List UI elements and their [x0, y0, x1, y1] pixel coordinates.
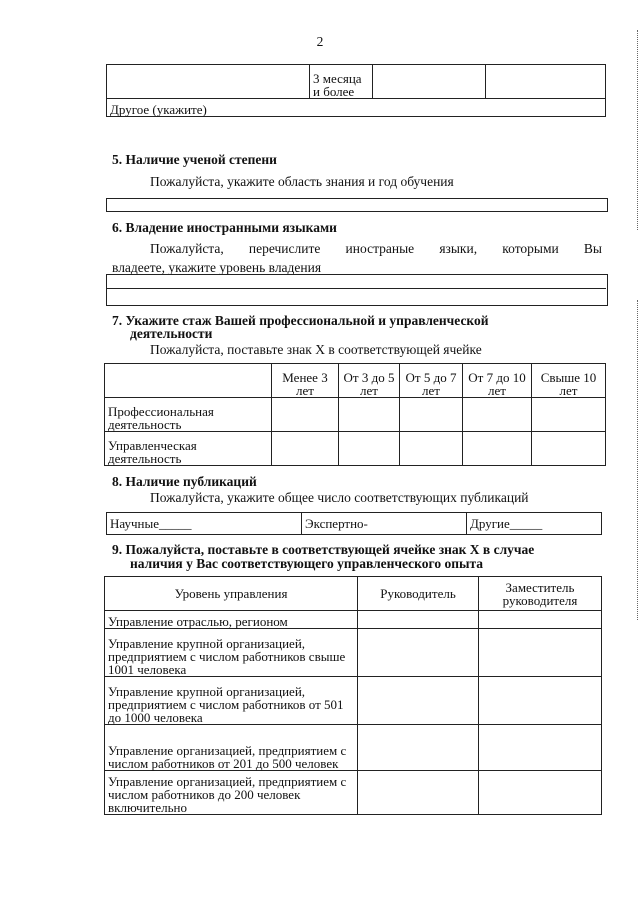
- answer-cell[interactable]: [339, 432, 400, 466]
- section-6-answer-field[interactable]: [106, 274, 608, 306]
- col-over-10: Свыше 10 лет: [532, 364, 606, 398]
- answer-cell[interactable]: [479, 629, 602, 677]
- answer-cell[interactable]: [479, 611, 602, 629]
- level-large-501-1000: Управление крупной организацией, предприятием с числом работников от 501 до 1000 человека: [105, 677, 358, 725]
- level-201-500: Управление организацией, предприятием с числом работников от 201 до 500 человек: [105, 725, 358, 771]
- answer-cell[interactable]: [272, 432, 339, 466]
- col-3-5: От 3 до 5 лет: [339, 364, 400, 398]
- answer-cell[interactable]: [358, 771, 479, 815]
- row-managerial: Управленческая деятельность: [105, 432, 272, 466]
- answer-cell[interactable]: [463, 398, 532, 432]
- answer-cell[interactable]: [358, 677, 479, 725]
- answer-cell[interactable]: [532, 432, 606, 466]
- section-7-prompt: Пожалуйста, поставьте знак X в соответствующей ячейке: [150, 342, 482, 357]
- level-industry-region: Управление отраслью, регионом: [105, 611, 358, 629]
- answer-cell[interactable]: [479, 725, 602, 771]
- section-9-title-line1: 9. Пожалуйста, поставьте в соответствующей ячейке знак X в случае: [112, 542, 535, 557]
- answer-cell[interactable]: [358, 611, 479, 629]
- answer-cell[interactable]: [339, 398, 400, 432]
- section-6-title: 6. Владение иностранными языками: [112, 220, 337, 235]
- answer-line: [106, 288, 606, 289]
- row-professional: Профессиональная деятельность: [105, 398, 272, 432]
- section-7-title-line2: деятельности: [130, 326, 213, 341]
- section-9-title-line2: наличия у Вас соответствующего управленческого опыта: [130, 556, 484, 571]
- answer-cell[interactable]: [358, 725, 479, 771]
- expert-publications[interactable]: Экспертно-: [302, 513, 467, 535]
- section-8-title: 8. Наличие публикаций: [112, 474, 257, 489]
- management-experience-table: [104, 576, 602, 815]
- cell-3-months: 3 месяца и более: [310, 65, 373, 99]
- section-5-title: 5. Наличие ученой степени: [112, 152, 277, 167]
- answer-cell[interactable]: [400, 432, 463, 466]
- section-7-title-line1: 7. Укажите стаж Вашей профессиональной и управленческой: [112, 313, 489, 328]
- answer-cell[interactable]: [463, 432, 532, 466]
- section-8-prompt: Пожалуйста, укажите общее число соответствующих публикаций: [150, 490, 529, 505]
- answer-cell[interactable]: [532, 398, 606, 432]
- answer-cell[interactable]: [479, 771, 602, 815]
- answer-cell[interactable]: [358, 629, 479, 677]
- scan-edge: [637, 30, 638, 230]
- level-large-over-1001: Управление крупной организацией, предприятием с числом работников свыше 1001 человека: [105, 629, 358, 677]
- answer-cell[interactable]: [400, 398, 463, 432]
- col-head: Руководитель: [358, 577, 479, 611]
- level-up-to-200: Управление организацией, предприятием с числом работников до 200 человек включительно: [105, 771, 358, 815]
- other-specify: Другое (укажите): [107, 99, 606, 117]
- col-level: Уровень управления: [105, 577, 358, 611]
- answer-cell[interactable]: [479, 677, 602, 725]
- scan-edge: [637, 300, 638, 620]
- section-5-prompt: Пожалуйста, укажите область знания и год обучения: [150, 174, 454, 189]
- other-publications[interactable]: Другие_____: [467, 513, 602, 535]
- section-6-prompt-line2: владеете, укажите уровень владения: [112, 260, 322, 275]
- page-number: 2: [316, 34, 324, 49]
- col-7-10: От 7 до 10 лет: [463, 364, 532, 398]
- experience-table: [104, 363, 606, 466]
- section-5-answer-field[interactable]: [106, 198, 608, 212]
- col-5-7: От 5 до 7 лет: [400, 364, 463, 398]
- scientific-publications[interactable]: Научные_____: [107, 513, 302, 535]
- section-6-prompt-line1: Пожалуйста, перечислите иностраные языки, которыми Вы: [150, 241, 602, 256]
- publications-table: [106, 512, 602, 535]
- answer-cell[interactable]: [272, 398, 339, 432]
- top-table: [106, 64, 606, 117]
- col-less-3: Менее 3 лет: [272, 364, 339, 398]
- col-deputy: Заместитель руководителя: [479, 577, 602, 611]
